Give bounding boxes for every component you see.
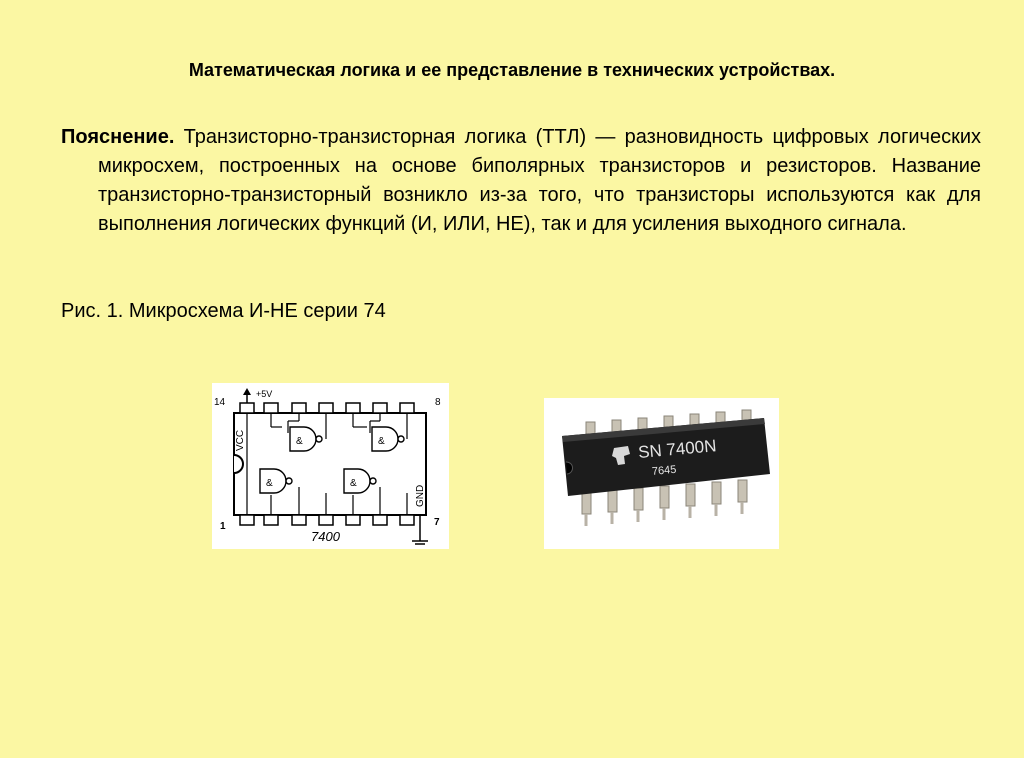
- bottom-pins: [240, 515, 414, 525]
- nand-bubble-icon: [370, 478, 376, 484]
- explanation-paragraph: [61, 123, 981, 239]
- top-pins: [240, 403, 414, 413]
- gate-symbol: &: [350, 478, 357, 489]
- chip-marking: SN 7400N: [637, 436, 718, 462]
- nand-gate-icon: [372, 427, 398, 451]
- chip-photo-drawing: [544, 398, 779, 549]
- explanation-text-block: [61, 123, 981, 239]
- chip-outline: [234, 413, 426, 515]
- chip-label: 7400: [311, 529, 340, 544]
- gate-symbol: &: [266, 478, 273, 489]
- supply-label: +5V: [256, 389, 273, 399]
- vcc-label: VCC: [235, 429, 246, 451]
- nand-gate-icon: [290, 427, 316, 451]
- schematic-diagram: [212, 383, 449, 549]
- gnd-label: GND: [415, 484, 426, 507]
- nand-gate-icon: [260, 469, 286, 493]
- pin-label-8: 8: [435, 397, 441, 408]
- supply-arrow-icon: [243, 388, 251, 395]
- nand-bubble-icon: [286, 478, 292, 484]
- nand-bubble-icon: [398, 436, 404, 442]
- schematic-7400: [212, 383, 449, 549]
- figure-caption: Рис. 1. Микросхема И-НЕ серии 74: [61, 300, 386, 322]
- gate-symbol: &: [378, 436, 385, 447]
- chip-date-code: 7645: [651, 463, 677, 478]
- explanation-text: Транзисторно-транзисторная логика (ТТЛ) — разновидность цифровых логических микросхем, построенных на основе биполярных транзисторов и резисторов. Название транзисторно-транзисторный возникло из-за того, что транзисторы используются как для выполнения логических функций (И, ИЛИ, НЕ), так и для усиления выходного сигнала.: [98, 126, 981, 235]
- slide-title: Математическая логика и ее представление в технических устройствах.: [188, 60, 836, 80]
- nand-bubble-icon: [316, 436, 322, 442]
- pin-label-1: 1: [220, 521, 226, 532]
- chip-photo: [544, 398, 779, 549]
- pin-label-14: 14: [214, 397, 226, 408]
- nand-gate-icon: [344, 469, 370, 493]
- chip-notch: [234, 455, 243, 473]
- gate-symbol: &: [296, 436, 303, 447]
- explanation-label: Пояснение.: [61, 126, 175, 148]
- pin-label-7: 7: [434, 517, 440, 528]
